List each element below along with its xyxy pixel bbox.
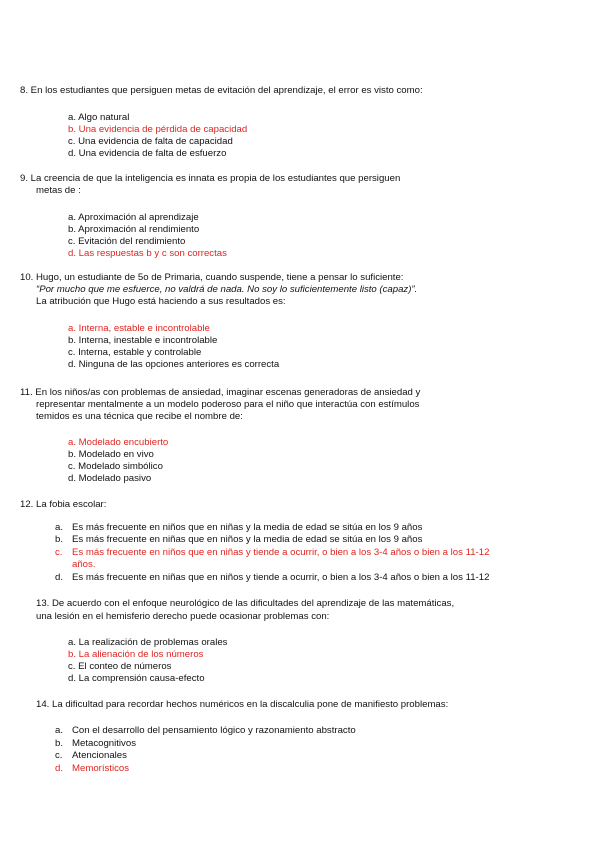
q8-option-c: c. Una evidencia de falta de capacidad [68,136,233,147]
q8-option-b-correct: b. Una evidencia de pérdida de capacidad [68,124,248,135]
question-9-text: 9. La creencia de que la inteligencia es innata es propia de los estudiantes que persiguen [20,173,401,184]
q14-option-c-letter: c. [55,750,63,761]
q10-option-c: c. Interna, estable y controlable [68,347,202,358]
question-12-text: 12. La fobia escolar: [20,499,107,510]
q13-option-a: a. La realización de problemas orales [68,637,228,648]
q11-option-d: d. Modelado pasivo [68,473,152,484]
q12-option-a-letter: a. [55,522,64,533]
q12-option-c-letter: c. [55,547,63,558]
q11-option-c: c. Modelado simbólico [68,461,163,472]
q9-option-a: a. Aproximación al aprendizaje [68,212,199,223]
question-8-text: 8. En los estudiantes que persiguen metas de evitación del aprendizaje, el error es visto como: [20,85,423,96]
q14-option-b-letter: b. [55,738,64,749]
q14-option-b: Metacognitivos [72,738,136,749]
question-13-text-cont: una lesión en el hemisferio derecho puede ocasionar problemas con: [36,611,330,622]
q11-option-b: b. Modelado en vivo [68,449,154,460]
q12-option-b-letter: b. [55,534,64,545]
question-11-text-cont-1: representar mentalmente a un modelo poderoso para el niño que interactúa con estímulos [36,399,420,410]
q12-option-a: Es más frecuente en niños que en niñas y la media de edad se sitúa en los 9 años [72,522,423,533]
question-10-text-cont: La atribución que Hugo está haciendo a sus resultados es: [36,296,286,307]
q10-option-a-correct: a. Interna, estable e incontrolable [68,323,210,334]
q8-option-a: a. Algo natural [68,112,130,123]
question-10-quote: “Por mucho que me esfuerce, no valdrá de nada. No soy lo suficientemente listo (capaz)”. [36,284,418,295]
question-9-text-cont: metas de : [36,185,81,196]
question-14-text: 14. La dificultad para recordar hechos numéricos en la discalculia pone de manifiesto problemas: [36,699,449,710]
q13-option-c: c. El conteo de números [68,661,172,672]
q13-option-d: d. La comprensión causa-efecto [68,673,205,684]
q9-option-b: b. Aproximación al rendimiento [68,224,200,235]
q14-option-d-letter: d. [55,763,64,774]
q12-option-c-cont: años. [72,559,96,570]
question-11-text: 11. En los niños/as con problemas de ansiedad, imaginar escenas generadoras de ansiedad y [20,387,421,398]
q14-option-d-correct: Memorísticos [72,763,130,774]
question-13-text: 13. De acuerdo con el enfoque neurológico de las dificultades del aprendizaje de las matemáticas, [36,598,455,609]
q9-option-d-correct: d. Las respuestas b y c son correctas [68,248,227,259]
q10-option-d: d. Ninguna de las opciones anteriores es correcta [68,359,280,370]
q9-option-c: c. Evitación del rendimiento [68,236,186,247]
q11-option-a-correct: a. Modelado encubierto [68,437,169,448]
q8-option-d: d. Una evidencia de falta de esfuerzo [68,148,227,159]
q13-option-b-correct: b. La alienación de los números [68,649,204,660]
q12-option-b: Es más frecuente en niñas que en niños y la media de edad se sitúa en los 9 años [72,534,423,545]
q14-option-a: Con el desarrollo del pensamiento lógico y razonamiento abstracto [72,725,356,736]
q14-option-c: Atencionales [72,750,127,761]
q12-option-c-correct: Es más frecuente en niños que en niñas y tiende a ocurrir, o bien a los 3-4 años o bien a los 11-12 [72,547,490,558]
q12-option-d-letter: d. [55,572,64,583]
question-11-text-cont-2: temidos es una técnica que recibe el nombre de: [36,411,243,422]
question-10-text: 10. Hugo, un estudiante de 5o de Primaria, cuando suspende, tiene a pensar lo suficiente: [20,272,404,283]
q12-option-d: Es más frecuente en niñas que en niños y tiende a ocurrir, o bien a los 3-4 años o bien a los 11-12 [72,572,490,583]
q10-option-b: b. Interna, inestable e incontrolable [68,335,218,346]
q14-option-a-letter: a. [55,725,64,736]
